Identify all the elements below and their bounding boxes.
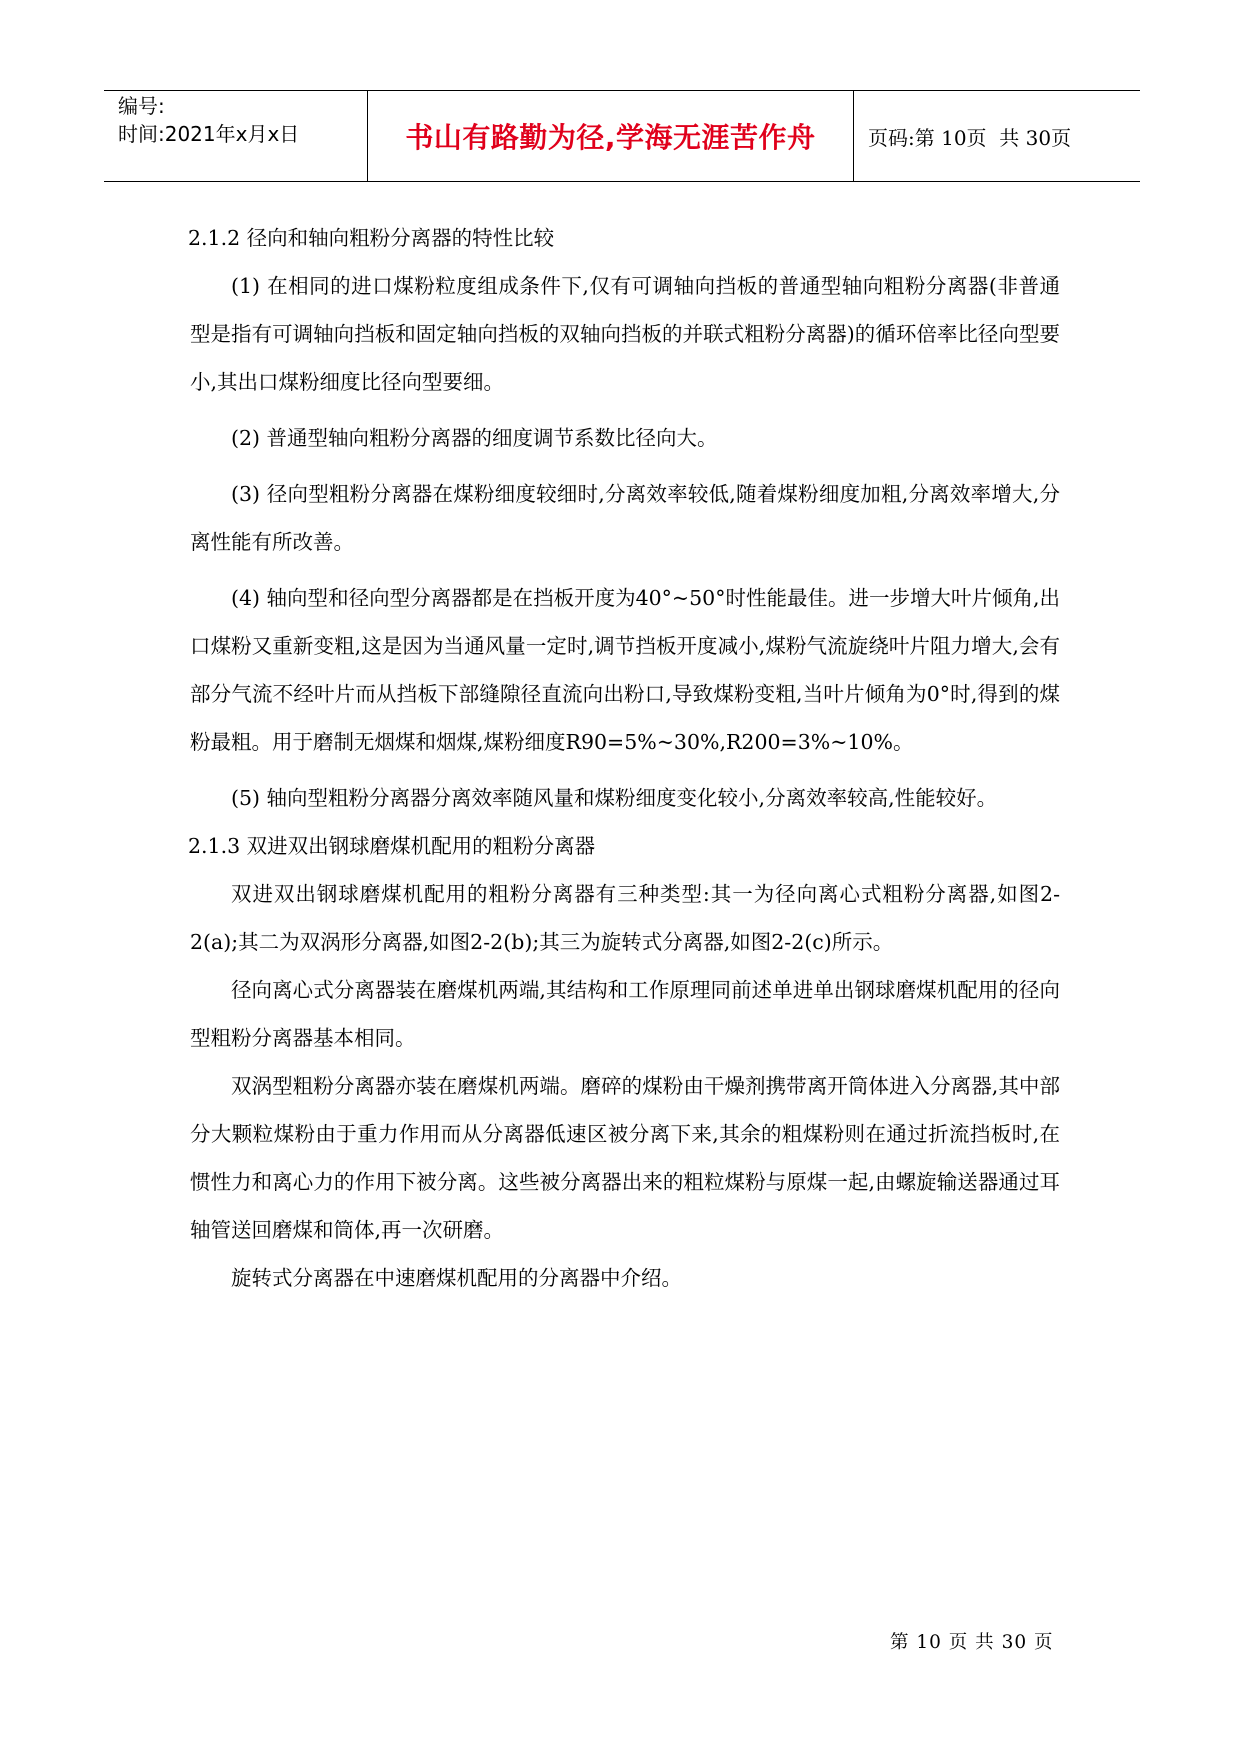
paragraph: (4) 轴向型和径向型分离器都是在挡板开度为40°~50°时性能最佳。进一步增大叶片倾角,出口煤粉又重新变粗,这是因为当通风量一定时,调节挡板开度减小,煤粉气流旋绕叶片阻力增大,会有部分气流不经叶片而从挡板下部缝隙径直流向出粉口,导致煤粉变粗,当叶片倾角为0°时,得到的煤粉最粗。用于磨制无烟煤和烟煤,煤粉细度R90=5%~30%,R200=3%~10%。 bbox=[190, 586, 1060, 754]
page-header bbox=[104, 90, 1140, 182]
paragraph: 双涡型粗粉分离器亦装在磨煤机两端。磨碎的煤粉由干燥剂携带离开筒体进入分离器,其中部分大颗粒煤粉由于重力作用而从分离器低速区被分离下来,其余的粗煤粉则在通过折流挡板时,在惯性力和离心力的作用下被分离。这些被分离器出来的粗粒煤粉与原煤一起,由螺旋输送器通过耳轴管送回磨煤和筒体,再一次研磨。 bbox=[190, 1074, 1060, 1242]
section-heading: 2.1.3 双进双出钢球磨煤机配用的粗粉分离器 bbox=[188, 834, 596, 858]
paragraph: (5) 轴向型粗粉分离器分离效率随风量和煤粉细度变化较小,分离效率较高,性能较好。 bbox=[231, 786, 998, 810]
paragraph: (3) 径向型粗粉分离器在煤粉细度较细时,分离效率较低,随着煤粉细度加粗,分离效率增大,分离性能有所改善。 bbox=[190, 482, 1060, 554]
header-page-info: 页码:第 10页 共 30页 bbox=[868, 125, 1072, 150]
header-meta bbox=[104, 91, 368, 181]
document-body bbox=[190, 218, 1060, 1302]
header-motto-cell bbox=[368, 91, 854, 181]
header-page-cell bbox=[854, 91, 1140, 181]
paragraph: (1) 在相同的进口煤粉粒度组成条件下,仅有可调轴向挡板的普通型轴向粗粉分离器(非普通型是指有可调轴向挡板和固定轴向挡板的双轴向挡板的并联式粗粉分离器)的循环倍率比径向型要小,其出口煤粉细度比径向型要细。 bbox=[190, 274, 1060, 394]
paragraph: 双进双出钢球磨煤机配用的粗粉分离器有三种类型:其一为径向离心式粗粉分离器,如图2-2(a);其二为双涡形分离器,如图2-2(b);其三为旋转式分离器,如图2-2(c)所示。 bbox=[190, 882, 1060, 954]
section-heading: 2.1.2 径向和轴向粗粉分离器的特性比较 bbox=[188, 226, 555, 250]
motto: 书山有路勤为径,学海无涯苦作舟 bbox=[405, 121, 816, 154]
paragraph: 径向离心式分离器装在磨煤机两端,其结构和工作原理同前述单进单出钢球磨煤机配用的径向型粗粉分离器基本相同。 bbox=[190, 978, 1060, 1050]
paragraph: (2) 普通型轴向粗粉分离器的细度调节系数比径向大。 bbox=[231, 426, 718, 450]
time-label: 时间:2021年x月x日 bbox=[118, 122, 300, 146]
paragraph: 旋转式分离器在中速磨煤机配用的分离器中介绍。 bbox=[231, 1266, 682, 1290]
serial-label: 编号: bbox=[118, 94, 165, 118]
page-footer: 第 10 页 共 30 页 bbox=[890, 1632, 1054, 1653]
